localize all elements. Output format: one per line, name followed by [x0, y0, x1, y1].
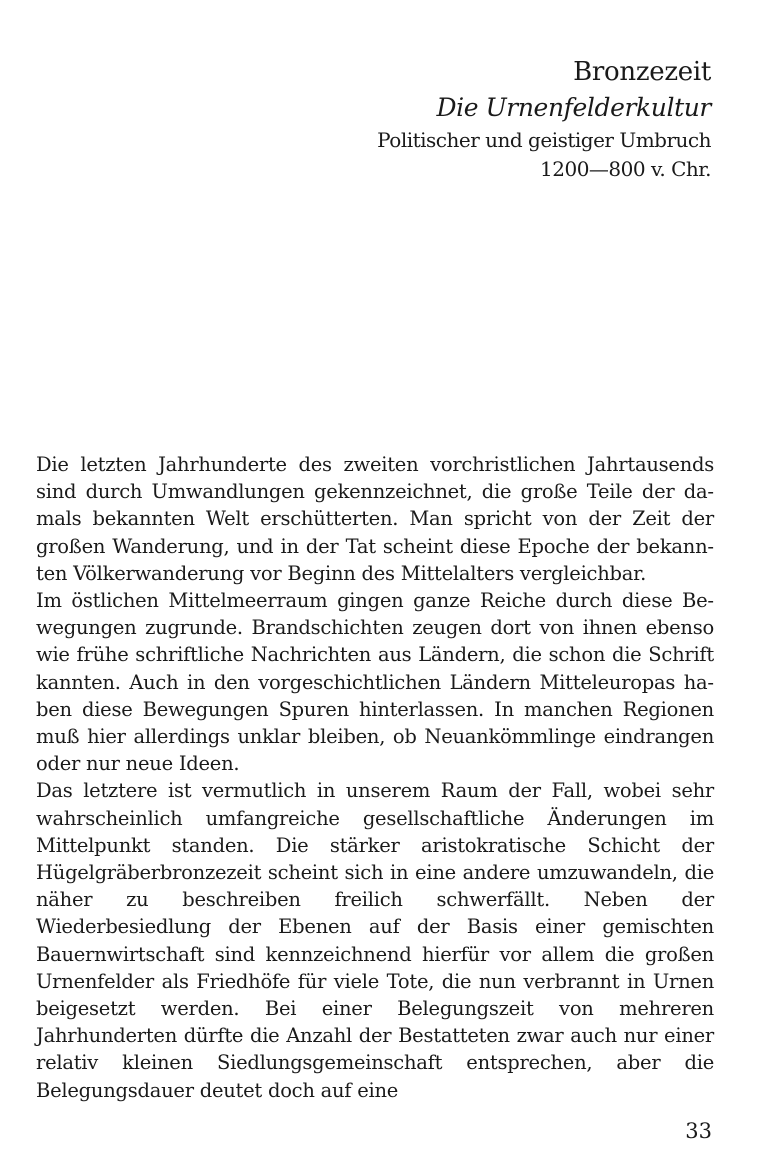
page-number: 33 — [685, 1119, 712, 1143]
chapter-era-title: Bronzezeit — [573, 57, 711, 87]
chapter-date-range: 1200—800 v. Chr. — [540, 157, 711, 181]
chapter-heading — [377, 54, 711, 184]
chapter-subtitle: Politischer und geistiger Umbruch — [377, 128, 711, 152]
paragraph: Das letztere ist vermutlich in unserem Raum der Fall, wobei sehr wahrscheinlich umfangreiche gesellschaftliche Änderungen im Mittelpunkt standen. Die stärker aristokratische Schicht der Hügelgräberbronzezeit scheint sich in eine andere umzuwandeln, die näher zu beschreiben freilich schwerfällt. Neben der Wiederbesiedlung der Ebenen auf der Basis einer gemischten Bauernwirtschaft sind kennzeichnend hierfür vor allem die großen Urnenfelder als Friedhöfe für viele Tote, die nun verbrannt in Urnen beigesetzt werden. Bei einer Belegungszeit von mehreren Jahrhunderten dürfte die Anzahl der Bestatteten zwar auch nur einer relativ kleinen Siedlungsgemeinschaft entsprechen, aber die Belegungsdauer deutet doch auf eine — [36, 779, 714, 1102]
paragraph: Die letzten Jahrhunderte des zweiten vorchristlichen Jahrtausends sind durch Umwandlungen gekennzeichnet, die große Teile der damals bekannten Welt erschütterten. Man spricht von der Zeit der großen Wanderung, und in der Tat scheint diese Epoche der bekannten Völkerwanderung vor Beginn des Mittelalters vergleichbar. — [36, 453, 714, 585]
body-text — [36, 451, 714, 1104]
chapter-culture-title: Die Urnenfelderkultur — [436, 93, 711, 122]
paragraph: Im östlichen Mittelmeerraum gingen ganze Reiche durch diese Bewegungen zugrunde. Brandschichten zeugen dort von ihnen ebenso wie frühe schriftliche Nachrichten aus Ländern, die schon die Schrift kannten. Auch in den vorgeschichtlichen Ländern Mitteleuropas haben diese Bewegungen Spuren hinterlassen. In manchen Regionen muß hier allerdings unklar bleiben, ob Neuankömmlinge eindrangen oder nur neue Ideen. — [36, 589, 714, 776]
